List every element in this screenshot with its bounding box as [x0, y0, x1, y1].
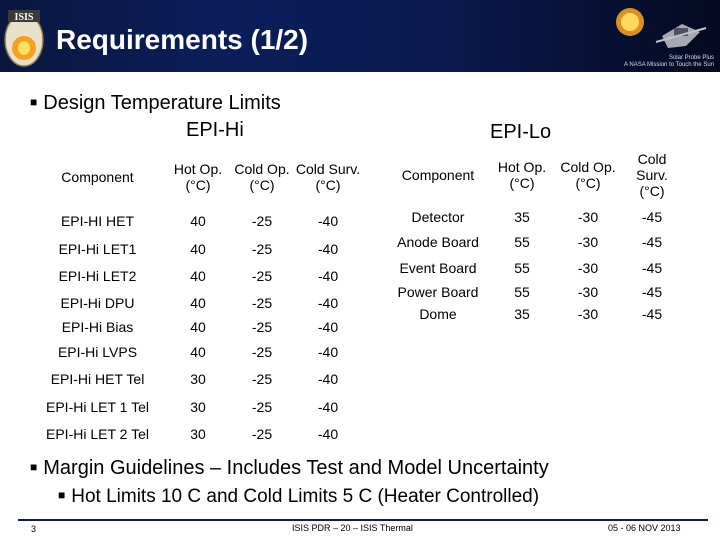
table-cell: EPI-Hi LVPS: [57, 343, 138, 360]
table-cell: -40: [317, 371, 339, 387]
table-row: [30, 289, 363, 316]
table-cell: -40: [317, 240, 339, 257]
table-cell: 40: [190, 343, 206, 360]
table-cell: 40: [190, 240, 206, 257]
bullet-text: Hot Limits 10 C and Cold Limits 5 C (Heater Controlled): [71, 486, 540, 507]
table-cell: -30: [577, 208, 599, 225]
table-header-row: [386, 146, 682, 204]
table-cell: EPI-Hi HET Tel: [50, 371, 145, 387]
svg-text:ISIS: ISIS: [14, 12, 34, 23]
column-header: Cold Surv. (°C): [295, 161, 361, 193]
square-bullet-icon: ■: [30, 459, 38, 474]
bullet-text: Margin Guidelines – Includes Test and Model Uncertainty: [43, 457, 549, 479]
table-cell: -45: [641, 283, 663, 300]
table-cell: Detector: [411, 208, 465, 225]
table-row: [30, 316, 363, 338]
table-cell: EPI-HI HET: [60, 213, 135, 229]
footer-divider: [18, 519, 708, 521]
table-row: [386, 303, 682, 325]
mission-tagline: [624, 55, 714, 69]
table-row: [30, 420, 363, 447]
table-cell: -25: [251, 343, 273, 360]
square-bullet-icon: ■: [58, 487, 66, 502]
column-header: Component: [61, 169, 134, 185]
table-cell: -25: [251, 240, 273, 257]
table-cell: -40: [317, 294, 339, 311]
epi-hi-table: [30, 147, 363, 447]
bullet-text: Design Temperature Limits: [43, 92, 281, 114]
table-row: [30, 262, 363, 289]
table-cell: 35: [514, 306, 530, 322]
epi-hi-heading: EPI-Hi: [186, 119, 244, 141]
tagline-line-2: A NASA Mission to Touch the Sun: [624, 62, 714, 68]
table-cell: 30: [190, 371, 206, 387]
table-cell: -30: [577, 283, 599, 300]
spacecraft-icon: [612, 6, 712, 56]
table-cell: -25: [251, 398, 273, 415]
column-header: Hot Op. (°C): [173, 161, 223, 193]
table-cell: EPI-Hi LET 2 Tel: [46, 425, 149, 442]
column-header: Component: [401, 167, 475, 183]
footer-date: 05 - 06 NOV 2013: [608, 523, 681, 533]
table-cell: -45: [641, 234, 663, 250]
table-cell: 40: [190, 294, 206, 311]
tagline-line-1: Solar Probe Plus: [668, 55, 714, 61]
column-header: Hot Op. (°C): [497, 159, 547, 191]
table-cell: EPI-Hi LET 1 Tel: [46, 398, 149, 415]
table-cell: -40: [317, 425, 339, 442]
table-cell: Dome: [419, 306, 457, 322]
table-cell: Event Board: [399, 259, 477, 276]
table-cell: EPI-Hi Bias: [61, 319, 134, 335]
table-cell: -25: [251, 319, 273, 335]
table-cell: EPI-Hi LET1: [58, 240, 137, 257]
table-cell: 35: [514, 208, 530, 225]
table-cell: 55: [514, 234, 530, 250]
table-cell: 30: [190, 425, 206, 442]
table-row: [30, 393, 363, 420]
table-row: [30, 338, 363, 365]
table-header-row: [30, 147, 363, 207]
table-cell: -30: [577, 306, 599, 322]
table-cell: 40: [190, 267, 206, 284]
table-cell: -40: [317, 319, 339, 335]
table-cell: -40: [317, 267, 339, 284]
isis-logo-icon: [2, 2, 46, 70]
epi-lo-heading: EPI-Lo: [490, 121, 552, 143]
square-bullet-icon: ■: [30, 94, 38, 109]
table-cell: 30: [190, 398, 206, 415]
bullet-design-temperature: [30, 92, 281, 115]
title-banner: [0, 0, 720, 72]
page-title: Requirements (1/2): [56, 24, 309, 55]
table-row: [30, 235, 363, 262]
table-cell: -40: [317, 213, 339, 229]
epi-lo-table: [386, 146, 682, 325]
footer-title: ISIS PDR – 20 – ISIS Thermal: [292, 523, 413, 533]
bullet-margin-guidelines: [30, 457, 549, 480]
table-cell: 55: [514, 283, 530, 300]
table-row: [386, 255, 682, 280]
sub-bullet-limits: [58, 486, 539, 508]
table-cell: Power Board: [397, 283, 479, 300]
table-cell: EPI-Hi DPU: [60, 294, 135, 311]
table-cell: -45: [641, 259, 663, 276]
column-header: Cold Surv. (°C): [636, 151, 668, 199]
table-cell: -25: [251, 213, 273, 229]
table-cell: -30: [577, 259, 599, 276]
table-row: [30, 207, 363, 235]
table-cell: -45: [641, 306, 663, 322]
table-cell: EPI-Hi LET2: [58, 267, 137, 284]
table-cell: 40: [190, 213, 206, 229]
table-cell: Anode Board: [397, 234, 479, 250]
table-row: [386, 280, 682, 303]
table-cell: -30: [577, 234, 599, 250]
table-cell: -25: [251, 425, 273, 442]
page-number: 3: [31, 524, 37, 534]
column-header: Cold Op. (°C): [234, 161, 290, 193]
table-row: [386, 204, 682, 229]
table-cell: 55: [514, 259, 530, 276]
table-cell: -25: [251, 267, 273, 284]
table-row: [30, 365, 363, 393]
table-cell: -25: [251, 371, 273, 387]
table-cell: -40: [317, 398, 339, 415]
table-cell: -40: [317, 343, 339, 360]
table-row: [386, 229, 682, 255]
table-cell: -45: [641, 208, 663, 225]
table-cell: -25: [251, 294, 273, 311]
table-cell: 40: [190, 319, 206, 335]
column-header: Cold Op. (°C): [560, 159, 616, 191]
